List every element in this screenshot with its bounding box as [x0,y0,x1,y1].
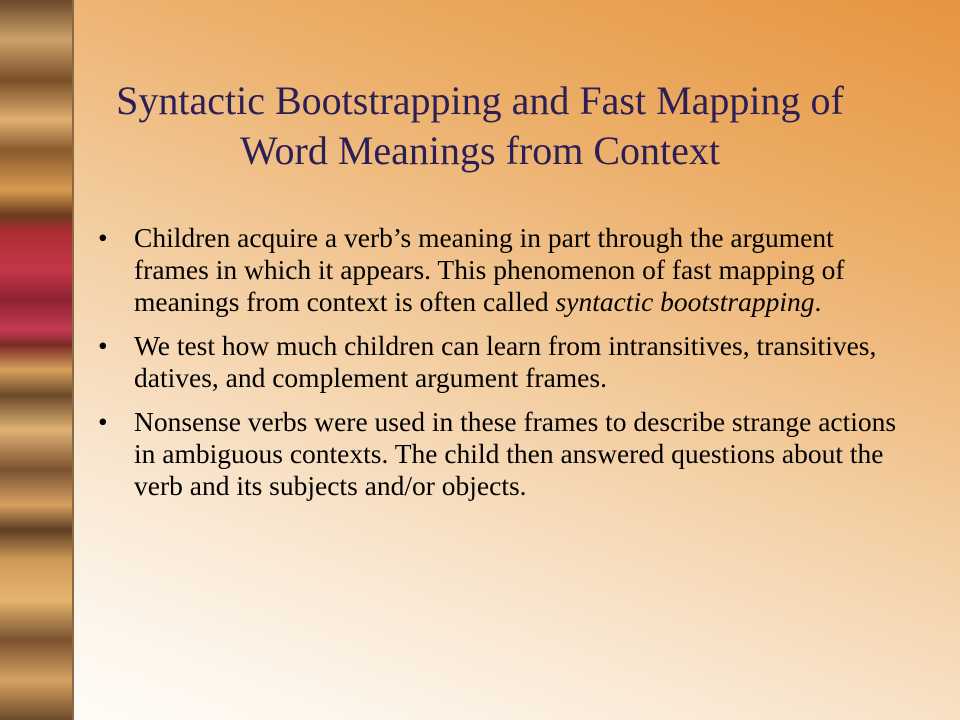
bullet-tail: . [814,286,822,317]
bullet-emphasis: syntactic bootstrapping [555,286,815,317]
bullet-list [98,222,898,514]
bullet-icon: • [98,330,108,361]
bullet-item [98,330,898,394]
bullet-text: We test how much children can learn from intransitives, transitives, datives, and complement argument frames. [134,330,877,393]
slide-title: Syntactic Bootstrapping and Fast Mapping of Word Meanings from Context [116,78,844,173]
bullet-icon: • [98,222,108,253]
decorative-border-strip [0,0,74,720]
bullet-item [98,222,898,318]
bullet-text: Nonsense verbs were used in these frames to describe strange actions in ambiguous contexts. The child then answered questions about the verb and its subjects and/or objects. [134,406,897,501]
bullet-item [98,406,898,502]
bullet-icon: • [98,406,108,437]
bullet-text: Children acquire a verb’s meaning in part through the argument frames in which it appears. This phenomenon of fast mapping of meanings from context is often called [134,222,845,317]
